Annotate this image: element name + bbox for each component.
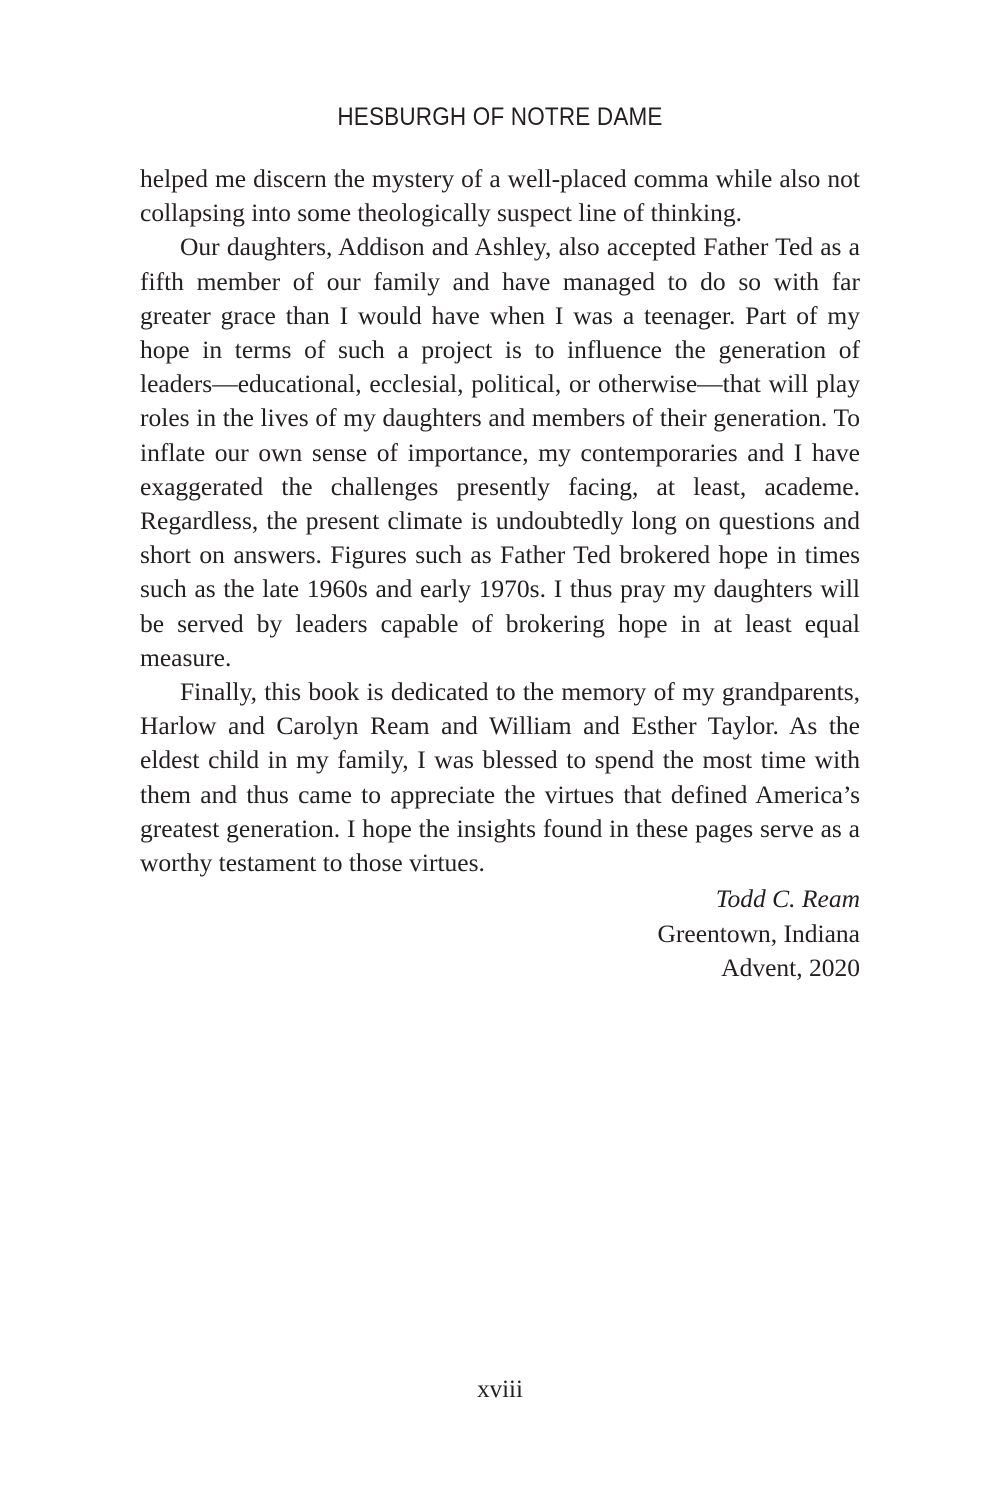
page-number: xviii [477,1376,523,1403]
author-name: Todd C. Ream [715,884,860,913]
signature-block [657,882,860,986]
author-place: Greentown, Indiana [657,918,860,948]
running-head: HESBURGH OF NOTRE DAME [337,103,663,131]
paragraph-daughters: Our daughters, Addison and Ashley, also accepted Father Ted as a fifth member of our family and have managed to do so with far greater grace than I would have when I was a teenager. Part of my hope in terms of such a project is to influence the generation of leaders—educational, ecclesial, political, or otherwise—that will play roles in the lives of my daughters and members of their generation. To inflate our own sense of importance, my contemporaries and I have exaggerated the challenges presently facing, at least, academe. Regardless, the present climate is undoubtedly long on questions and short on answers. Figures such as Father Ted brokered hope in times such as the late 1960s and early 1970s. I thus pray my daughters will be served by leaders capable of brokering hope in at least equal measure. [140,232,860,672]
paragraph-continuation: helped me discern the mystery of a well-placed comma while also not collapsing into some theologically suspect line of thinking. [140,164,860,228]
paragraph-grandparents: Finally, this book is dedicated to the memory of my grandparents, Harlow and Carolyn Ream and William and Esther Taylor. As the eldest child in my family, I was blessed to spend the most time with them and thus came to appreciate the virtues that defined America’s greatest generation. I hope the insights found in these pages serve as a worthy testament to those virtues. [140,677,860,878]
body-text [140,162,860,880]
author-date: Advent, 2020 [721,953,860,982]
